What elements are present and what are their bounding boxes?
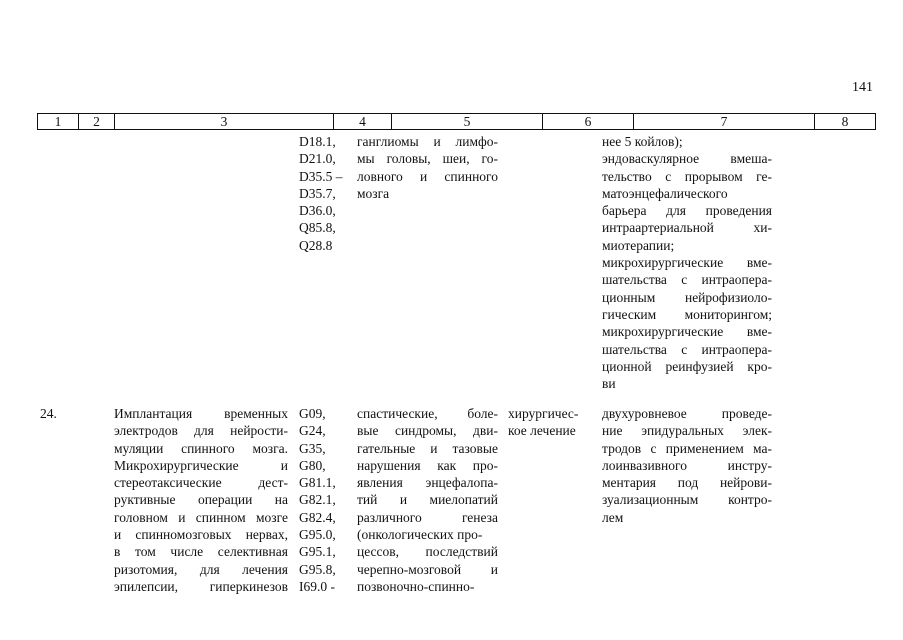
header-col-4: 4	[333, 114, 391, 129]
header-col-1: 1	[54, 114, 62, 129]
header-col-7: 7	[633, 114, 814, 129]
header-col-3: 3	[114, 114, 333, 129]
continued-col7-method: нее 5 койлов); эндоваскулярное вмеша- тельство с прорывом ге- матоэнцефалического барьера для проведения интраартериальной хи- миотерапии; микрохирургические вме- шательства с интраопера- ционным нейрофизиоло- гическим мониторингом; микрохирургические вме- шательства с интраопера- ционной реинфузией кро- ви	[602, 134, 772, 392]
header-col-2: 2	[78, 114, 114, 129]
row24-col5-diagnosis: спастические, боле- вые синдромы, дви- гательные и тазовые нарушения как про- явления энцефалопа- тий и миелопатий различного генеза (онкологических про- цессов, последствий черепно-мозговой и позвоночно-спинно-	[357, 406, 498, 594]
continued-col4-codes: D18.1, D21.0, D35.5 – D35.7, D36.0, Q85.8, Q28.8	[299, 134, 343, 253]
row24-col7-method: двухуровневое проведе- ние эпидуральных элек- тродов с применением ма- лоинвазивного инстру- ментария под нейрови- зуализационным контро- лем	[602, 406, 772, 525]
header-col-8: 8	[814, 114, 875, 129]
row24-col4-codes: G09, G24, G35, G80, G81.1, G82.1, G82.4, G95.0, G95.1, G95.8, I69.0 -	[299, 406, 336, 594]
page-number: 141	[852, 80, 873, 95]
table-header-row	[37, 113, 876, 130]
continued-col5-diagnosis: ганглиомы и лимфо- мы головы, шеи, го- ловного и спинного мозга	[357, 134, 498, 201]
row24-col3-procedure-name: Имплантация временных электродов для нейрости- муляции спинного мозга. Микрохирургические и стереотаксические дест- руктивные операции на головном и спинном мозге и спинномозговых нервах, в том числе селективная ризотомия, для лечения эпилепсии, гиперкинезов	[114, 406, 288, 594]
header-col-5: 5	[391, 114, 542, 129]
row-number: 24.	[40, 406, 57, 421]
row24-col6-treatment-type: хирургичес- кое лечение	[508, 406, 579, 439]
header-col-6: 6	[542, 114, 633, 129]
